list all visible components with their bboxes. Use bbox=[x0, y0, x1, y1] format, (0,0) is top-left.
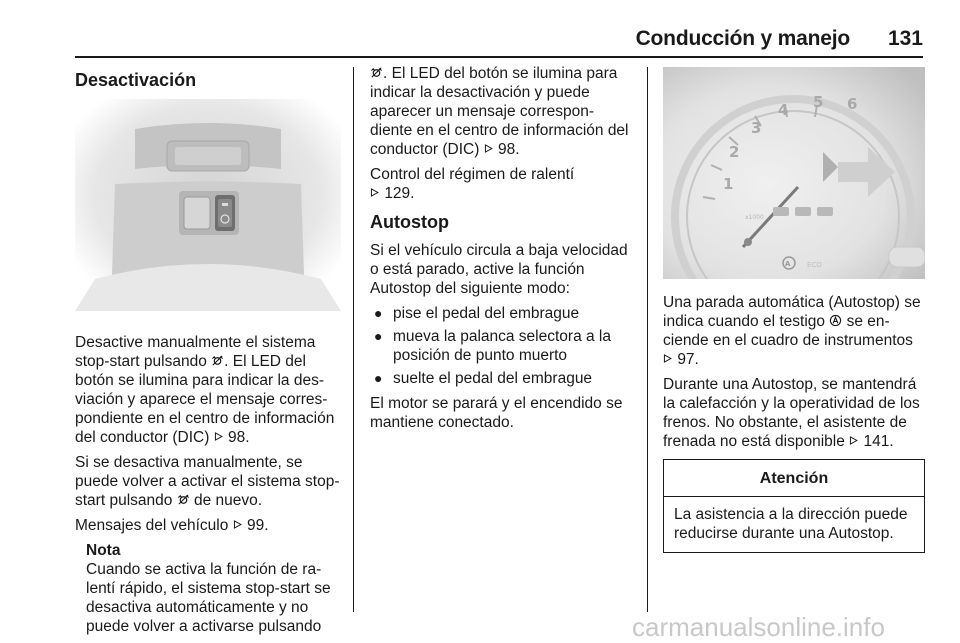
triangle-right-icon bbox=[663, 352, 673, 365]
paragraph: Si el vehículo circula a baja velocidad o está parado, active la función Autostop del siguiente modo: bbox=[370, 242, 628, 297]
list-item: ● pise el pedal del embrague bbox=[374, 305, 580, 322]
stop-start-button-illustration bbox=[75, 99, 341, 311]
triangle-right-icon bbox=[849, 434, 859, 447]
warning-title: Atención bbox=[664, 460, 924, 497]
paragraph: Mensajes del vehículo 99. bbox=[75, 517, 269, 534]
column-divider bbox=[353, 67, 354, 612]
warning-box bbox=[663, 459, 925, 553]
list-item: ● suelte el pedal del embrague bbox=[374, 370, 593, 387]
paragraph: Desactive manualmente el sistema stop-start pulsando . El LED del botón se ilumina para indicar la des-viación y aparece el mensaje corres-pondiente en el centro de información del conductor (DIC) 98. bbox=[75, 334, 335, 446]
stop-start-icon bbox=[370, 66, 383, 79]
eco-label: ECO bbox=[807, 261, 822, 269]
paragraph: Durante una Autostop, se mantendrá la calefacción y la operatividad de los frenos. No obstante, el asistente de frenada no está disponible 141. bbox=[663, 376, 920, 450]
gauge-number: 1 bbox=[723, 175, 734, 193]
section-heading: Autostop bbox=[370, 212, 449, 232]
gauge-number: 5 bbox=[813, 93, 824, 111]
note-heading: Nota bbox=[86, 542, 121, 559]
stop-start-icon bbox=[177, 493, 190, 506]
paragraph: Una parada automática (Autostop) se indica cuando el testigo se en-ciende en el cuadro de instrumentos 97. bbox=[663, 294, 921, 368]
stop-start-icon bbox=[211, 354, 224, 367]
gauge-unit-label: x1000 bbox=[745, 214, 764, 221]
note-text: Cuando se activa la función de ra-lentí rápido, el sistema stop-start se desactiva automáticamente y no puede volver a activarse pulsando bbox=[86, 561, 331, 635]
section-heading: Desactivación bbox=[75, 70, 197, 90]
triangle-right-icon bbox=[370, 186, 380, 199]
column-divider bbox=[647, 67, 648, 612]
tachometer-illustration bbox=[663, 67, 925, 279]
header-rule bbox=[75, 56, 923, 58]
svg-text:A: A bbox=[785, 260, 791, 268]
paragraph: El motor se parará y el encendido se mantiene conectado. bbox=[370, 395, 623, 431]
paragraph: Control del régimen de ralentí 129. bbox=[370, 166, 575, 202]
list-item: ● mueva la palanca selectora a la posición de punto muerto bbox=[374, 328, 611, 364]
column-middle bbox=[370, 64, 632, 438]
note-block bbox=[75, 541, 343, 636]
gauge-number: 6 bbox=[847, 95, 858, 113]
paragraph: . El LED del botón se ilumina para indicar la desactivación y puede aparecer un mensaje correspon-diente en el centro de información del conductor (DIC) 98. bbox=[370, 65, 629, 158]
triangle-right-icon bbox=[484, 142, 494, 155]
console-figure bbox=[75, 99, 341, 311]
autostop-telltale-icon bbox=[829, 314, 842, 327]
watermark-url: carmanualsonline.info bbox=[632, 612, 885, 642]
bullet-list bbox=[370, 304, 632, 388]
running-header: Conducción y manejo bbox=[635, 27, 850, 50]
triangle-right-icon bbox=[233, 518, 243, 531]
warning-text: La asistencia a la dirección puede reducirse durante una Autostop. bbox=[674, 506, 908, 542]
gauge-number: 3 bbox=[751, 119, 762, 137]
triangle-right-icon bbox=[214, 430, 224, 443]
gauge-number: 4 bbox=[778, 101, 789, 119]
column-left bbox=[75, 64, 343, 636]
instrument-cluster-figure bbox=[663, 67, 925, 279]
page-number: 131 bbox=[887, 27, 923, 50]
paragraph: Si se desactiva manualmente, se puede volver a activar el sistema stop-start pulsando de nuevo. bbox=[75, 454, 340, 509]
column-right bbox=[663, 64, 925, 553]
gauge-number: 2 bbox=[729, 143, 740, 161]
